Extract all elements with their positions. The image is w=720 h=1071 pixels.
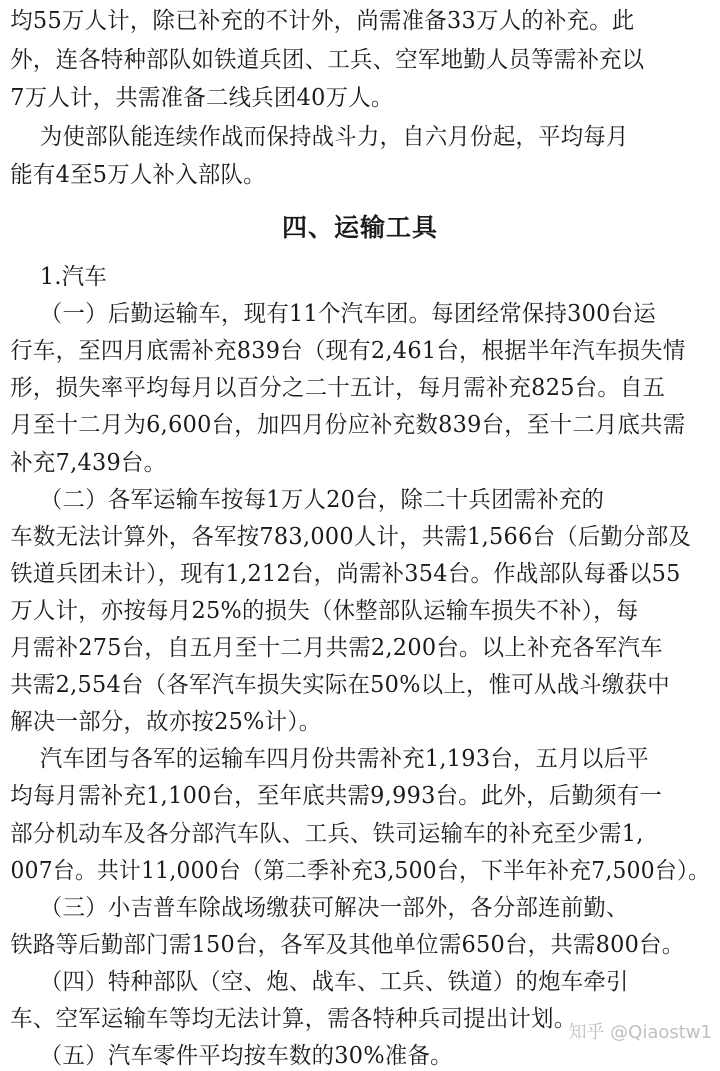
text-line: 均每月需补充1,100台，至年底共需9,993台。此外，后勤须有一 bbox=[10, 783, 663, 810]
text-line: 外，连各特种部队如铁道兵团、工兵、空军地勤人员等需补充以 bbox=[10, 46, 645, 73]
text-line: 车数无法计算外，各军按783,000人计，共需1,566台（后勤分部及 bbox=[10, 523, 692, 550]
text-line: 1.汽车 bbox=[10, 264, 108, 290]
text-line: （二）各军运输车按每1万人20台，除二十兵团需补充的 bbox=[10, 486, 605, 513]
text-line: （四）特种部队（空、炮、战车、工兵、铁道）的炮车牵引 bbox=[10, 968, 629, 995]
text-line: 为使部队能连续作战而保持战斗力，自六月份起，平均每月 bbox=[10, 123, 629, 150]
text-line: 月至十二月为6,600台，加四月份应补充数839台，至十二月底共需 bbox=[10, 412, 686, 439]
text-line: 解决一部分，故亦按25%计）。 bbox=[10, 709, 322, 736]
text-line: 部分机动车及各分部汽车队、工兵、铁司运输车的补充至少需1, bbox=[10, 820, 644, 847]
text-line: 万人计，亦按每月25%的损失（休整部队运输车损失不补），每 bbox=[10, 597, 639, 624]
text-line: 007台。共计11,000台（第二季补充3,500台，下半年补充7,500台）。 bbox=[10, 857, 711, 884]
text-line: 铁道兵团未计），现有1,212台，尚需补354台。作战部队每番以55 bbox=[10, 560, 681, 587]
text-line: 形，损失率平均每月以百分之二十五计，每月需补充825台。自五 bbox=[10, 375, 666, 402]
text-line: 共需2,554台（各军汽车损失实际在50%以上，惟可从战斗缴获中 bbox=[10, 672, 670, 699]
text-line: （三）小吉普车除战场缴获可解决一部外，各分部连前勤、 bbox=[10, 894, 629, 921]
text-line: 均55万人计，除已补充的不计外，尚需准备33万人的补充。此 bbox=[10, 8, 635, 34]
text-line: 能有4至5万人补入部队。 bbox=[10, 162, 266, 188]
text-line: 月需补275台，自五月至十二月共需2,200台。以上补充各军汽车 bbox=[10, 635, 663, 661]
section-title: 四、运输工具 bbox=[281, 213, 438, 242]
text-line: 补充7,439台。 bbox=[10, 449, 167, 476]
text-line: （五）汽车零件平均按车数的30%准备。 bbox=[10, 1043, 453, 1070]
text-line: 7万人计，共需准备二线兵团40万人。 bbox=[10, 85, 394, 111]
text-line: （一）后勤运输车，现有11个汽车团。每团经常保持300台运 bbox=[10, 301, 656, 328]
text-line: 汽车团与各军的运输车四月份共需补充1,193台，五月以后平 bbox=[10, 746, 649, 773]
text-line: 铁路等后勤部门需150台，各军及其他单位需650台，共需800台。 bbox=[10, 931, 685, 958]
text-line: 行车，至四月底需补充839台（现有2,461台，根据半年汽车损失情 bbox=[10, 338, 686, 365]
watermark-text: 知乎 @Qiaostw1 bbox=[568, 1022, 712, 1043]
text-line: 车、空军运输车等均无法计算，需各特种兵司提出计划。 bbox=[10, 1006, 577, 1032]
